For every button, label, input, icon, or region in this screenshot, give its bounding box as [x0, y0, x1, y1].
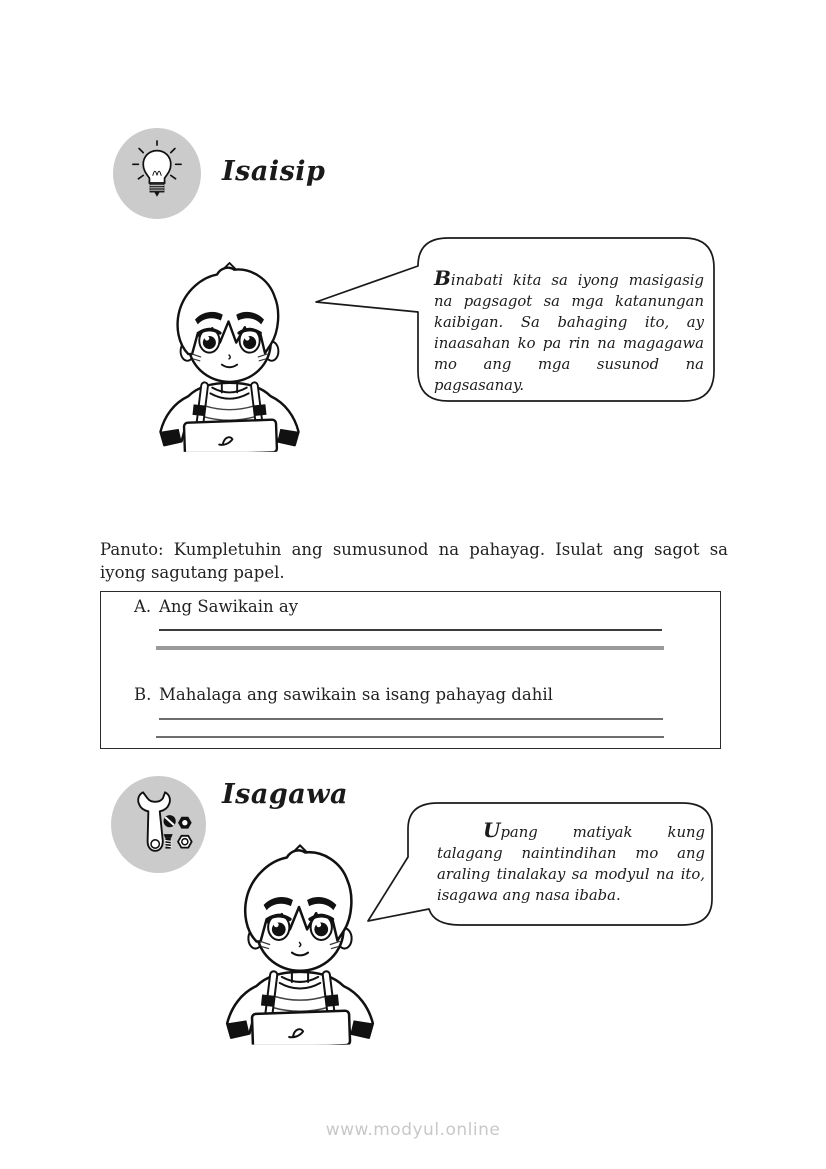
item-a-prompt: Ang Sawikain ay [159, 597, 299, 616]
speech-body: pang matiyak kung talagang naintindihan mo ang araling tinalakay sa modyul na ito, isagawa ang nasa ibaba. [437, 824, 705, 904]
lightbulb-icon [126, 135, 188, 213]
isagawa-section-title: Isagawa [222, 779, 348, 810]
isaisip-speech-text [434, 268, 704, 396]
boy-student-illustration [148, 260, 311, 452]
speech-body: inabati kita sa iyong masigasig na pagsagot sa mga katanungan kaibigan. Sa bahaging ito, ay inaasahan ko pa rin na magagawa mo ang mga susunod na pagsasanay. [434, 272, 704, 394]
answer-line [156, 736, 664, 738]
drop-cap: U [483, 818, 501, 842]
item-b-prompt: Mahalaga ang sawikain sa isang pahayag dahil [159, 685, 553, 704]
wrench-icon [121, 786, 197, 864]
answer-line [159, 718, 663, 720]
footer-watermark: www.modyul.online [325, 1120, 501, 1140]
answer-box [100, 591, 721, 749]
isagawa-icon-circle [111, 776, 206, 873]
drop-cap: B [434, 266, 451, 290]
isaisip-section-title: Isaisip [222, 156, 326, 187]
answer-line [159, 629, 662, 631]
isaisip-icon-circle [113, 128, 201, 219]
boy-student-illustration [214, 842, 386, 1045]
isagawa-speech-text [437, 820, 705, 906]
item-a-label: A. [134, 597, 152, 616]
item-b-label: B. [134, 685, 152, 704]
answer-line [156, 646, 664, 650]
instructions-text: Panuto: Kumpletuhin ang sumusunod na pahayag. Isulat ang sagot sa iyong sagutang papel. [100, 540, 728, 582]
